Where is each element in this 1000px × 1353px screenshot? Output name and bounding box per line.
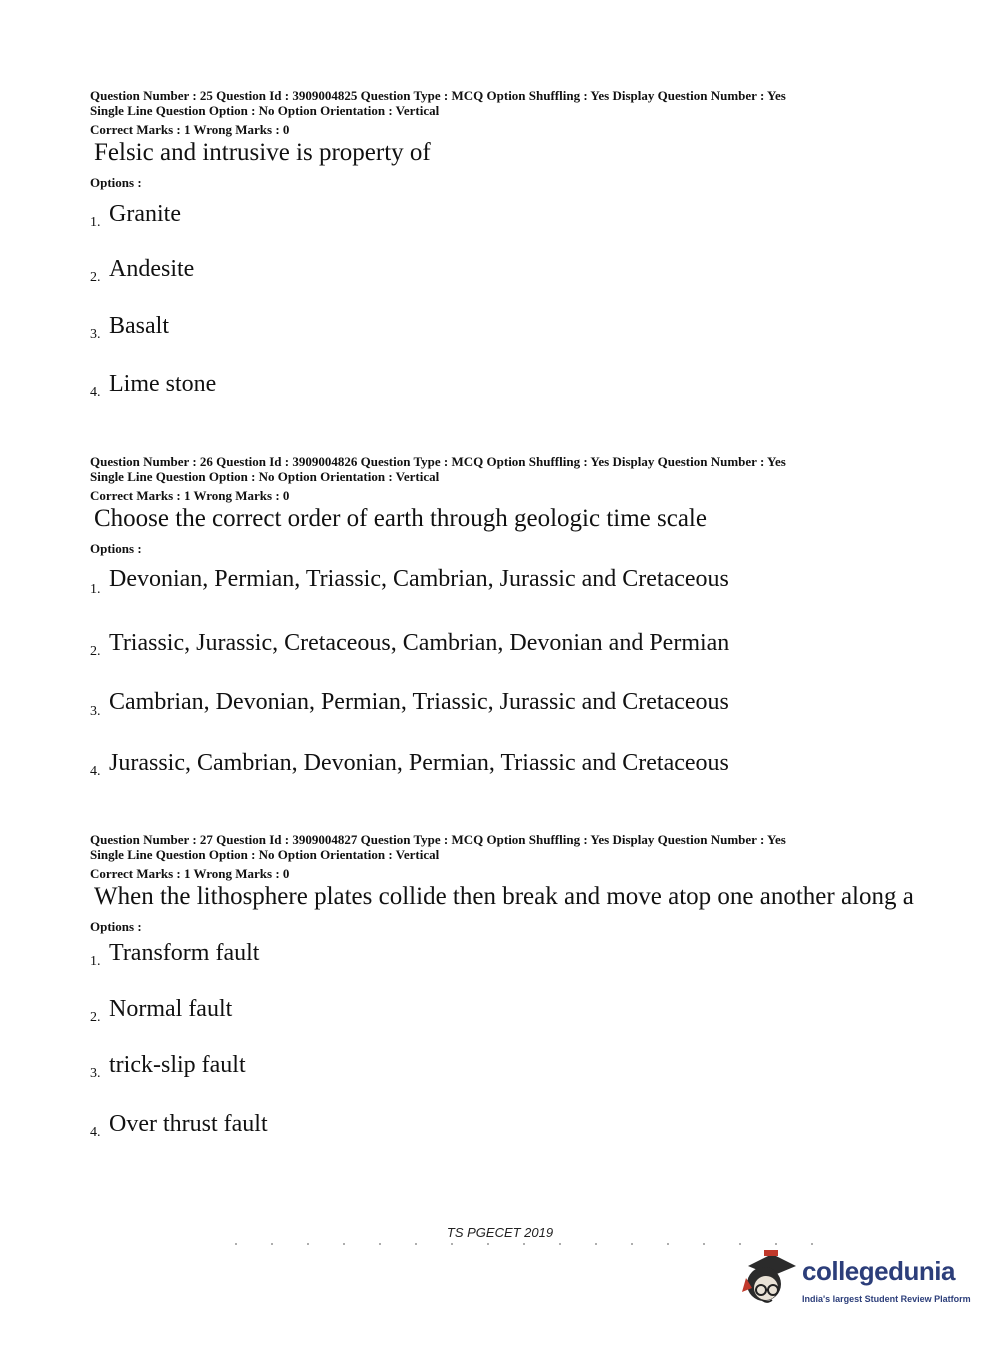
options-label: Options :	[90, 175, 142, 190]
question-meta-options: Single Line Question Option : No Option Orientation : Vertical	[90, 468, 440, 484]
option-number: 1.	[90, 954, 101, 969]
question-meta: Question Number : 27 Question Id : 3909004827 Question Type : MCQ Option Shuffling : Yes Display Question Number : Yes	[90, 832, 786, 847]
option-number: 4.	[90, 385, 101, 400]
option-text: Over thrust fault	[109, 1111, 268, 1137]
option-text: Jurassic, Cambrian, Devonian, Permian, Triassic and Cretaceous	[109, 750, 729, 776]
option-number: 3.	[90, 327, 101, 342]
option-text: Transform fault	[109, 940, 260, 966]
option-text: Andesite	[109, 256, 195, 282]
options-label: Options :	[90, 919, 142, 934]
option-text: Basalt	[109, 313, 169, 339]
option-text: Normal fault	[109, 996, 233, 1022]
option-text: Granite	[109, 201, 181, 227]
option-number: 3.	[90, 704, 101, 719]
question-text: Felsic and intrusive is property of	[94, 139, 431, 166]
option-number: 2.	[90, 1010, 101, 1025]
logo-brand: collegedunia	[802, 1256, 955, 1286]
question-text: Choose the correct order of earth through geologic time scale	[94, 505, 707, 532]
option-text: Lime stone	[109, 371, 217, 397]
question-meta: Question Number : 25 Question Id : 3909004825 Question Type : MCQ Option Shuffling : Yes Display Question Number : Yes	[90, 88, 786, 103]
option-text: Triassic, Jurassic, Cretaceous, Cambrian, Devonian and Permian	[109, 630, 730, 656]
option-number: 1.	[90, 215, 101, 230]
option-text: Cambrian, Devonian, Permian, Triassic, Jurassic and Cretaceous	[109, 689, 729, 715]
logo-tagline: India's largest Student Review Platform	[802, 1294, 971, 1304]
mascot-icon	[740, 1248, 800, 1314]
option-number: 2.	[90, 270, 101, 285]
options-label: Options :	[90, 541, 142, 556]
option-number: 2.	[90, 644, 101, 659]
question-marks: Correct Marks : 1 Wrong Marks : 0	[90, 122, 290, 137]
question-text: When the lithosphere plates collide then break and move atop one another along a	[94, 883, 914, 910]
option-number: 3.	[90, 1066, 101, 1081]
option-number: 4.	[90, 764, 101, 779]
question-meta-options: Single Line Question Option : No Option Orientation : Vertical	[90, 102, 440, 118]
footer-divider	[235, 1243, 835, 1245]
question-meta: Question Number : 26 Question Id : 3909004826 Question Type : MCQ Option Shuffling : Yes Display Question Number : Yes	[90, 454, 786, 469]
option-number: 4.	[90, 1125, 101, 1140]
collegedunia-logo[interactable]	[740, 1248, 970, 1314]
question-block	[90, 88, 890, 400]
option-text: trick-slip fault	[109, 1052, 246, 1078]
question-marks: Correct Marks : 1 Wrong Marks : 0	[90, 488, 290, 503]
footer-exam-title: TS PGECET 2019	[446, 1225, 554, 1240]
option-text: Devonian, Permian, Triassic, Cambrian, Jurassic and Cretaceous	[109, 566, 729, 592]
question-marks: Correct Marks : 1 Wrong Marks : 0	[90, 866, 290, 881]
question-meta-options: Single Line Question Option : No Option Orientation : Vertical	[90, 846, 440, 862]
question-block	[90, 832, 914, 1140]
option-number: 1.	[90, 582, 101, 597]
question-block	[90, 454, 890, 779]
